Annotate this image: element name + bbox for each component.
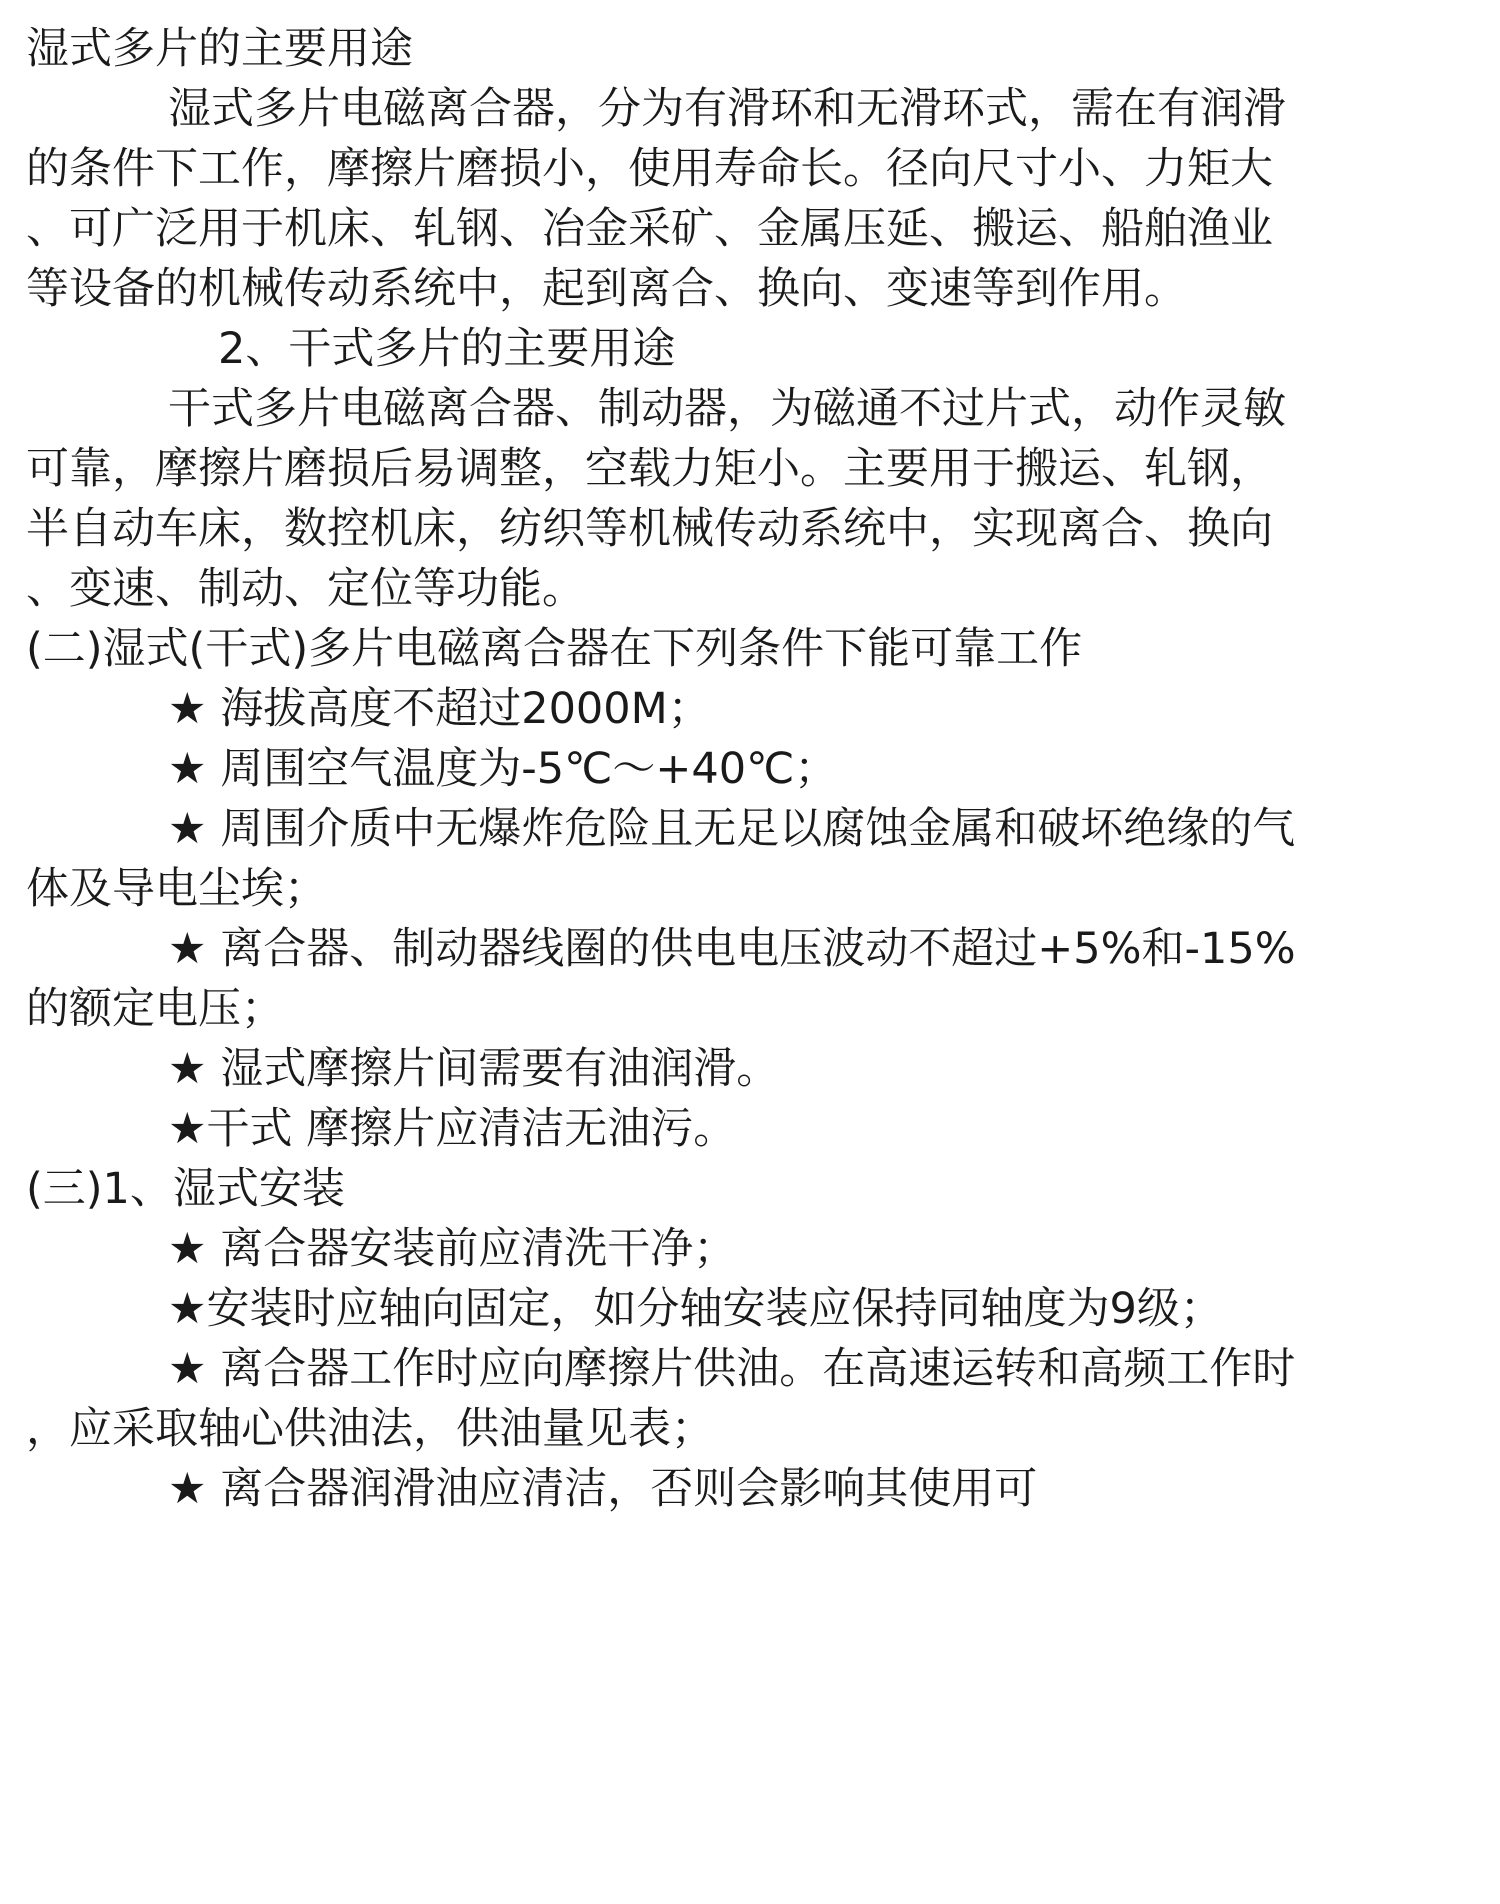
bullet-item: ★ 海拔高度不超过2000M；	[168, 684, 711, 734]
bullet-item: ★ 周围空气温度为-5℃～+40℃；	[168, 744, 838, 794]
paragraph-line: 、可广泛用于机床、轧钢、冶金采矿、金属压延、搬运、船舶渔业	[26, 204, 1273, 254]
bullet-item: ★ 离合器工作时应向摩擦片供油。在高速运转和高频工作时	[168, 1344, 1296, 1394]
paragraph-line: 等设备的机械传动系统中，起到离合、换向、变速等到作用。	[26, 264, 1187, 314]
bullet-item: ★ 湿式摩擦片间需要有油润滑。	[168, 1044, 780, 1094]
bullet-continuation: 的额定电压；	[26, 984, 284, 1034]
paragraph-line: 干式多片电磁离合器、制动器，为磁通不过片式，动作灵敏	[168, 384, 1286, 434]
bullet-item: ★ 离合器、制动器线圈的供电电压波动不超过+5%和-15%	[168, 924, 1296, 974]
heading-working-conditions: (二)湿式(干式)多片电磁离合器在下列条件下能可靠工作	[26, 624, 1083, 674]
paragraph-line: 半自动车床，数控机床，纺织等机械传动系统中，实现离合、换向	[26, 504, 1273, 554]
heading-wet-installation: (三)1、湿式安装	[26, 1164, 345, 1214]
bullet-continuation: 体及导电尘埃；	[26, 864, 327, 914]
bullet-item: ★干式 摩擦片应清洁无油污。	[168, 1104, 737, 1154]
bullet-item: ★ 离合器安装前应清洗干净；	[168, 1224, 737, 1274]
bullet-item: ★ 周围介质中无爆炸危险且无足以腐蚀金属和破坏绝缘的气	[168, 804, 1296, 854]
paragraph-line: 、变速、制动、定位等功能。	[26, 564, 585, 614]
bullet-item: ★安装时应轴向固定，如分轴安装应保持同轴度为9级；	[168, 1284, 1223, 1334]
heading-wet-multi-plate-uses: 湿式多片的主要用途	[26, 24, 413, 74]
paragraph-line: 湿式多片电磁离合器，分为有滑环和无滑环式，需在有润滑	[168, 84, 1286, 134]
bullet-item: ★ 离合器润滑油应清洁，否则会影响其使用可	[168, 1464, 1038, 1514]
paragraph-line: 可靠，摩擦片磨损后易调整，空载力矩小。主要用于搬运、轧钢，	[26, 444, 1273, 494]
heading-dry-multi-plate-uses: 2、干式多片的主要用途	[218, 324, 676, 374]
bullet-continuation: ，应采取轴心供油法，供油量见表；	[26, 1404, 714, 1454]
paragraph-line: 的条件下工作，摩擦片磨损小，使用寿命长。径向尺寸小、力矩大	[26, 144, 1273, 194]
